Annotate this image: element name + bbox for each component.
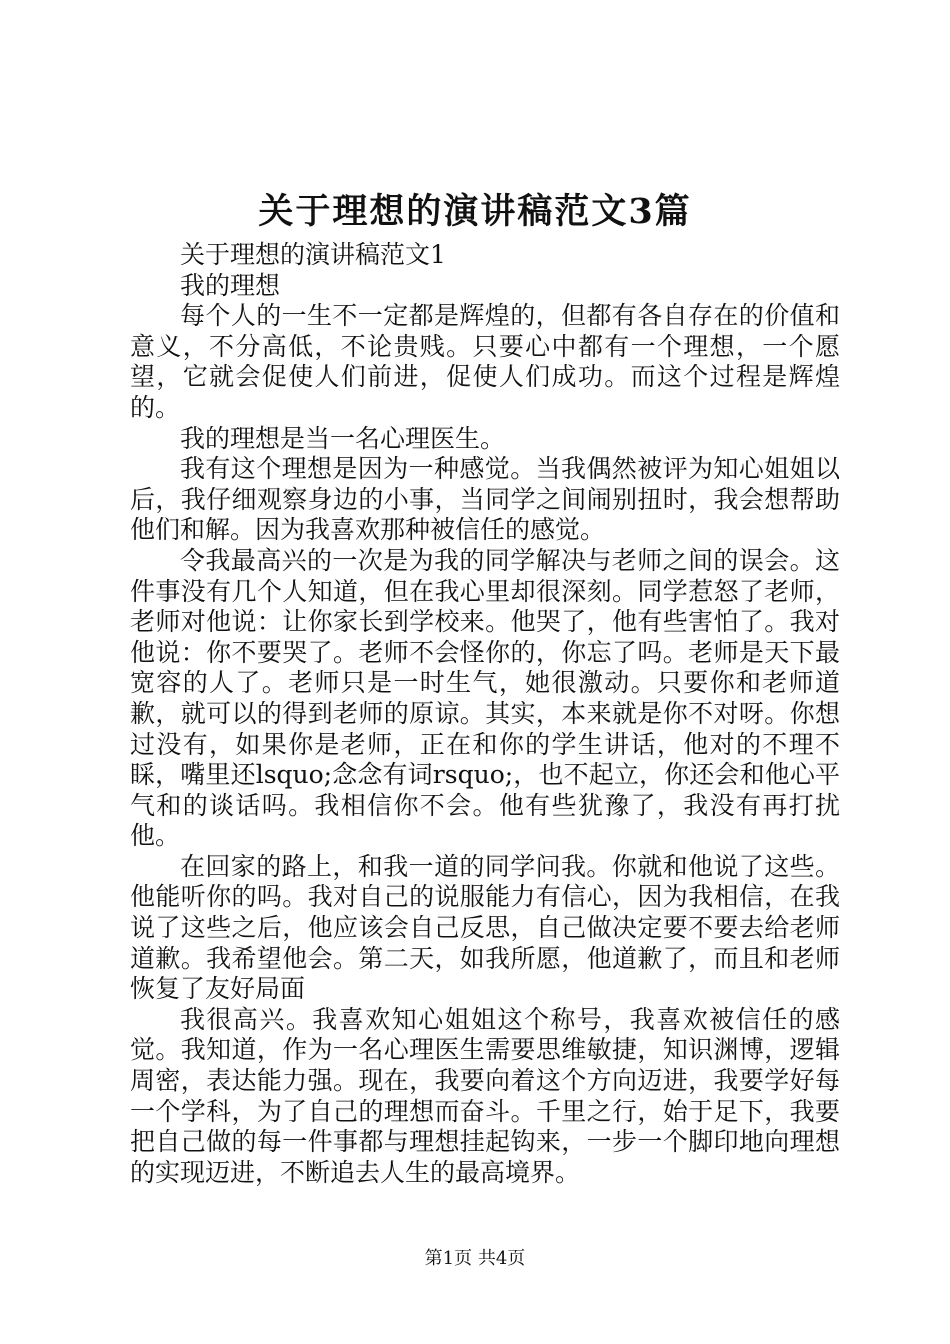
paragraph: 每个人的一生不一定都是辉煌的，但都有各自存在的价值和意义，不分高低，不论贵贱。只要心中都有一个理想，一个愿望，它就会促使人们前进，促使人们成功。而这个过程是辉煌的。	[130, 301, 840, 422]
paragraph: 我的理想是当一名心理医生。	[180, 423, 506, 453]
paragraph: 令我最高兴的一次是为我的同学解决与老师之间的误会。这件事没有几个人知道，但在我心里却很深刻。同学惹怒了老师，老师对他说：让你家长到学校来。他哭了，他有些害怕了。我对他说：你不要哭了。老师不会怪你的，你忘了吗。老师是天下最宽容的人了。老师只是一时生气，她很激动。只要你和老师道歉，就可以的得到老师的原谅。其实，本来就是你不对呀。你想过没有，如果你是老师，正在和你的学生讲话，他对的不理不睬，嘴里还lsquo;念念有词rsquo;，也不起立，你还会和他心平气和的谈话吗。我相信你不会。他有些犹豫了，我没有再打扰他。	[130, 545, 840, 851]
page-indicator: 第1页 共4页	[424, 1248, 526, 1269]
paragraph: 在回家的路上，和我一道的同学问我。你就和他说了这些。他能听你的吗。我对自己的说服能力有信心，因为我相信，在我说了这些之后，他应该会自己反思，自己做决定要不要去给老师道歉。我希望他会。第二天，如我所愿，他道歉了，而且和老师恢复了友好局面	[130, 851, 840, 1004]
paragraph-subtitle: 关于理想的演讲稿范文1	[180, 240, 446, 269]
paragraph: 我有这个理想是因为一种感觉。当我偶然被评为知心姐姐以后，我仔细观察身边的小事，当同学之间闹别扭时，我会想帮助他们和解。因为我喜欢那种被信任的感觉。	[130, 454, 840, 545]
document-body	[130, 240, 840, 1188]
document-title: 关于理想的演讲稿范文3篇	[258, 191, 692, 232]
paragraph: 我很高兴。我喜欢知心姐姐这个称号，我喜欢被信任的感觉。我知道，作为一名心理医生需要思维敏捷，知识渊博，逻辑周密，表达能力强。现在，我要向着这个方向迈进，我要学好每一个学科，为了自己的理想而奋斗。千里之行，始于足下，我要把自己做的每一件事都与理想挂起钩来，一步一个脚印地向理想的实现迈进，不断追去人生的最高境界。	[130, 1004, 840, 1187]
paragraph-heading: 我的理想	[180, 270, 281, 300]
